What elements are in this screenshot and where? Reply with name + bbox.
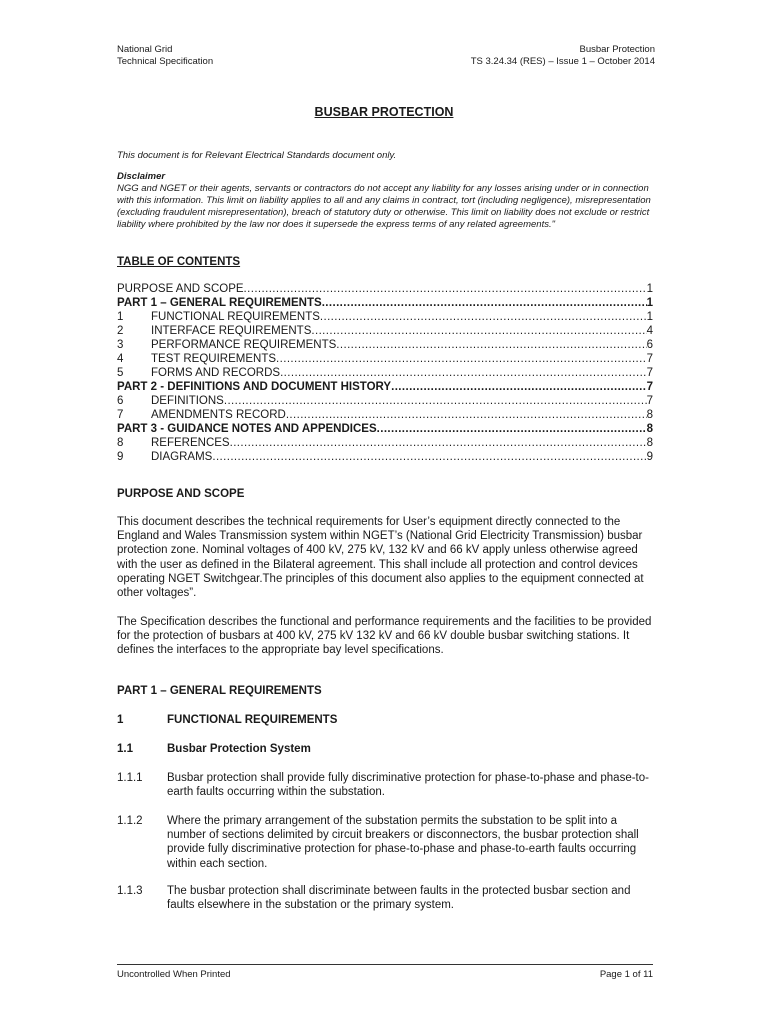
scope-note: This document is for Relevant Electrical Standards document only.	[117, 150, 397, 161]
toc-entry[interactable]	[117, 296, 653, 310]
subsection-1-1-heading	[117, 742, 653, 756]
toc-entry-title: PURPOSE AND SCOPE	[117, 283, 244, 295]
header-left	[117, 44, 213, 68]
clause-1-1-2	[117, 814, 653, 871]
toc-entry-title: PART 1 – GENERAL REQUIREMENTS	[117, 297, 322, 309]
toc-leader-dots	[322, 296, 647, 310]
header-doc-title: Busbar Protection	[579, 44, 655, 55]
toc-entry-page: 6	[646, 339, 653, 351]
toc-entry[interactable]	[117, 310, 653, 324]
subsection-title: Busbar Protection System	[167, 743, 311, 755]
toc-entry-page: 4	[646, 325, 653, 337]
section-1-heading	[117, 713, 653, 727]
clause-text: Busbar protection shall provide fully discriminative protection for phase-to-phase and phase-to-earth faults occurring within the substation.	[167, 772, 649, 799]
toc-heading: TABLE OF CONTENTS	[117, 256, 241, 268]
toc-entry-number: 4	[117, 353, 124, 365]
toc-entry-number: 1	[117, 311, 124, 323]
toc-entry-title: FUNCTIONAL REQUIREMENTS	[151, 311, 320, 323]
clause-number: 1.1.1	[117, 772, 143, 784]
toc-entry-page: 1	[646, 283, 653, 295]
toc-leader-dots	[311, 324, 646, 338]
toc-entry[interactable]	[117, 324, 653, 338]
disclaimer	[117, 171, 657, 231]
toc-leader-dots	[212, 450, 646, 464]
toc-entry-page: 7	[646, 353, 653, 365]
toc-entry[interactable]	[117, 366, 653, 380]
toc-entry-number: 8	[117, 437, 124, 449]
purpose-heading: PURPOSE AND SCOPE	[117, 488, 245, 500]
toc-leader-dots	[377, 422, 647, 436]
toc-entry-number: 5	[117, 367, 124, 379]
toc-entry-title: FORMS AND RECORDS	[151, 367, 281, 379]
toc-entry-title: DIAGRAMS	[151, 451, 213, 463]
part1-heading: PART 1 – GENERAL REQUIREMENTS	[117, 685, 322, 697]
disclaimer-text: NGG and NGET or their agents, servants or contractors do not accept any liability for any losses arising under or in connection with this information. This limit on liability applies to all and any claims in contract, tort (including negligence), misrepresentation (excluding fraudulent misrepresentation), breach of statutory duty or otherwise. This limit on liability does not exclude or restrict liability where prohibited by the law nor does it supersede the express terms of any related agreements."	[117, 183, 651, 230]
purpose-paragraph-2: The Specification describes the functional and performance requirements and the facilities to be provided for the protection of busbars at 400 kV, 275 kV 132 kV and 66 kV double busbar switching stations. It defines the interfaces to the appropriate bay level specifications.	[117, 616, 652, 657]
section-number: 1	[117, 714, 124, 726]
toc-leader-dots	[230, 436, 647, 450]
table-of-contents	[117, 282, 653, 464]
toc-entry[interactable]	[117, 282, 653, 296]
toc-entry-number: 3	[117, 339, 124, 351]
toc-leader-dots	[336, 338, 646, 352]
clause-number: 1.1.2	[117, 815, 143, 827]
toc-entry-title: PART 2 - DEFINITIONS AND DOCUMENT HISTORY	[117, 381, 392, 393]
toc-entry-page: 9	[646, 451, 653, 463]
toc-leader-dots	[391, 380, 647, 394]
toc-entry[interactable]	[117, 436, 653, 450]
toc-entry[interactable]	[117, 352, 653, 366]
toc-leader-dots	[320, 310, 647, 324]
toc-entry-title: AMENDMENTS RECORD	[151, 409, 286, 421]
toc-entry-page: 1	[646, 297, 653, 309]
toc-entry-page: 8	[646, 423, 653, 435]
toc-entry[interactable]	[117, 422, 653, 436]
toc-leader-dots	[224, 394, 647, 408]
toc-entry-number: 2	[117, 325, 124, 337]
toc-leader-dots	[286, 408, 647, 422]
toc-entry-number: 7	[117, 409, 124, 421]
page-title: BUSBAR PROTECTION	[314, 105, 454, 119]
toc-entry[interactable]	[117, 394, 653, 408]
clause-text: Where the primary arrangement of the substation permits the substation to be split into a number of sections delimited by circuit breakers or disconnectors, the busbar protection shall provide fully discriminative protection for phase-to-phase and phase-to-earth faults occurring within each section.	[167, 815, 639, 870]
header-doc-ref: TS 3.24.34 (RES) – Issue 1 – October 2014	[470, 56, 655, 67]
toc-entry-number: 6	[117, 395, 124, 407]
toc-leader-dots	[280, 366, 647, 380]
toc-entry-title: REFERENCES	[151, 437, 230, 449]
toc-entry-page: 8	[646, 409, 653, 421]
toc-entry-page: 7	[646, 395, 653, 407]
toc-entry-page: 7	[646, 367, 653, 379]
subsection-number: 1.1	[117, 743, 133, 755]
header-doc-type: Technical Specification	[117, 56, 214, 67]
toc-entry-page: 7	[646, 381, 653, 393]
clause-1-1-1	[117, 771, 653, 799]
section-title: FUNCTIONAL REQUIREMENTS	[167, 714, 338, 726]
disclaimer-heading: Disclaimer	[117, 171, 166, 182]
header-org: National Grid	[117, 44, 173, 55]
toc-entry-title: INTERFACE REQUIREMENTS	[151, 325, 312, 337]
header-right	[471, 44, 655, 68]
clause-number: 1.1.3	[117, 885, 143, 897]
footer-divider	[117, 964, 653, 965]
toc-entry-number: 9	[117, 451, 124, 463]
purpose-paragraph-1: This document describes the technical requirements for User’s equipment directly connected to the England and Wales Transmission system within NGET’s (National Grid Electricity Transmission) busbar protection zone. Nominal voltages of 400 kV, 275 kV, 132 kV and 66 kV apply unless otherwise agreed with the user as defined in the Bilateral agreement. This shall include all protection and control devices operating NGET Switchgear.The principles of this document also applies to the equipment connected at other voltages”.	[117, 516, 644, 600]
toc-entry-title: PART 3 - GUIDANCE NOTES AND APPENDICES	[117, 423, 377, 435]
toc-entry-title: DEFINITIONS	[151, 395, 224, 407]
toc-entry-title: TEST REQUIREMENTS	[151, 353, 277, 365]
toc-entry-page: 8	[646, 437, 653, 449]
clause-1-1-3	[117, 884, 653, 912]
footer-control-note: Uncontrolled When Printed	[117, 969, 231, 980]
toc-entry-title: PERFORMANCE REQUIREMENTS	[151, 339, 337, 351]
footer-page-number: Page 1 of 11	[599, 969, 653, 980]
toc-leader-dots	[276, 352, 647, 366]
toc-entry-page: 1	[646, 311, 653, 323]
toc-entry[interactable]	[117, 380, 653, 394]
toc-leader-dots	[244, 282, 647, 296]
toc-entry[interactable]	[117, 408, 653, 422]
toc-entry[interactable]	[117, 450, 653, 464]
clause-text: The busbar protection shall discriminate between faults in the protected busbar section and faults elsewhere in the substation or the primary system.	[167, 885, 631, 912]
toc-entry[interactable]	[117, 338, 653, 352]
